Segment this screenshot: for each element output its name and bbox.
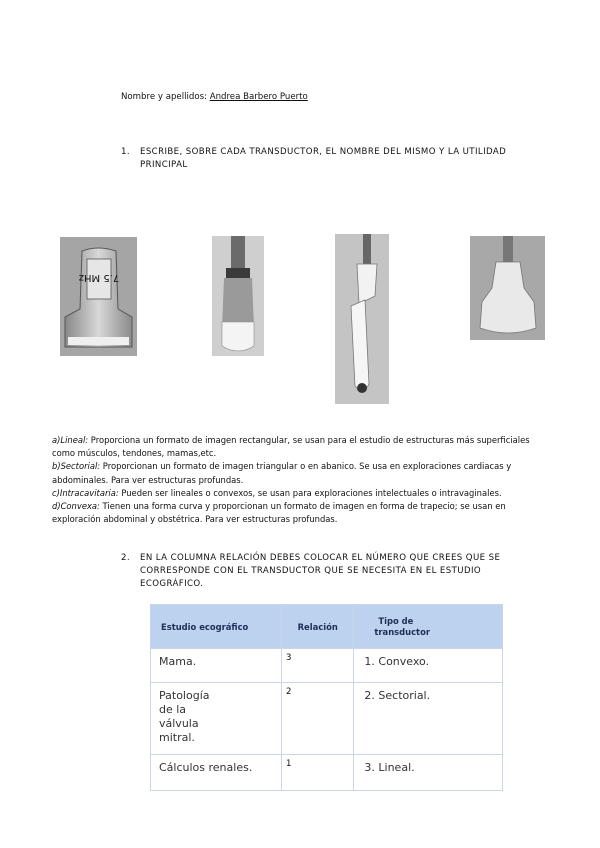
transducer-definitions — [52, 434, 552, 526]
row-2-transducer: 2. Sectorial. — [354, 683, 503, 755]
question-1-line-2: PRINCIPAL — [140, 160, 188, 170]
ultrasound-study-table — [150, 604, 503, 791]
row-1-transducer: 1. Convexo. — [354, 649, 503, 683]
definition-intracavitary-key: c)Intracavitaria: — [52, 487, 119, 498]
row-1-relation[interactable]: 3 — [282, 649, 354, 683]
header-transducer — [354, 605, 503, 649]
row-3-study: Cálculos renales. — [151, 755, 282, 791]
row-3-relation[interactable]: 1 — [282, 755, 354, 791]
question-2-number: 2. — [121, 553, 130, 563]
question-2-line-2: CORRESPONDE CON EL TRANSDUCTOR QUE SE NECESITA EN EL ESTUDIO — [140, 566, 482, 576]
header-relation: Relación — [282, 605, 354, 649]
row-2-study-text: Patología de la válvula mitral. — [159, 689, 210, 744]
probe-frequency-label: 7.5 MHz — [78, 272, 120, 283]
table-row — [151, 755, 503, 791]
question-1-text — [140, 146, 520, 172]
definition-intracavitary-text: Pueden ser lineales o convexos, se usan para exploraciones intelectuales o intravaginales. — [118, 487, 502, 498]
table-header-row — [151, 605, 503, 649]
row-2-study — [151, 683, 282, 755]
header-transducer-line-1: Tipo de — [378, 615, 414, 626]
definition-convex — [52, 500, 552, 526]
row-1-study: Mama. — [151, 649, 282, 683]
intracavitary-transducer-image — [335, 234, 389, 404]
row-3-transducer: 3. Lineal. — [354, 755, 503, 791]
name-line — [121, 91, 308, 104]
definition-sectorial-key: b)Sectorial: — [52, 461, 101, 472]
name-label: Nombre y apellidos: — [121, 92, 207, 102]
question-2-line-3: ECOGRÁFICO. — [140, 579, 204, 589]
definition-convex-key: d)Convexa: — [52, 501, 100, 512]
question-2-text — [140, 552, 520, 591]
intracavitary-transducer-photo — [335, 234, 389, 404]
question-2-line-1: EN LA COLUMNA RELACIÓN DEBES COLOCAR EL NÚMERO QUE CREES QUE SE — [140, 553, 501, 563]
sector-transducer-image — [212, 236, 264, 356]
header-study: Estudio ecográfico — [151, 605, 282, 649]
question-1-line-1: ESCRIBE, SOBRE CADA TRANSDUCTOR, EL NOMBRE DEL MISMO Y LA UTILIDAD — [140, 147, 507, 157]
header-transducer-line-2: transductor — [374, 626, 430, 637]
sector-transducer-photo — [212, 236, 264, 356]
question-1-number: 1. — [121, 147, 130, 157]
definition-sectorial — [52, 460, 552, 486]
definition-convex-text: Tienen una forma curva y proporcionan un formato de imagen en forma de trapecio; se usan en exploración abdominal y obstétrica. Para ver estructuras profundas. — [52, 501, 506, 525]
definition-linear-text: Proporciona un formato de imagen rectangular, se usan para el estudio de estructuras más superficiales como músculos, tendones, mamas,etc. — [52, 435, 530, 459]
convex-transducer-photo — [470, 236, 545, 340]
definition-linear — [52, 434, 552, 460]
definition-intracavitary — [52, 487, 552, 500]
row-2-relation[interactable]: 2 — [282, 683, 354, 755]
table-row — [151, 649, 503, 683]
convex-transducer-image — [470, 236, 545, 340]
table-row — [151, 683, 503, 755]
definition-linear-key: a)Lineal: — [52, 435, 89, 445]
linear-transducer-image — [60, 237, 137, 356]
linear-transducer-photo — [60, 237, 137, 356]
definition-sectorial-text: Proporcionan un formato de imagen triangular o en abanico. Se usa en exploraciones cardiacas y abdominales. Para ver estructuras profundas. — [52, 461, 512, 485]
student-name: Andrea Barbero Puerto — [209, 92, 308, 102]
